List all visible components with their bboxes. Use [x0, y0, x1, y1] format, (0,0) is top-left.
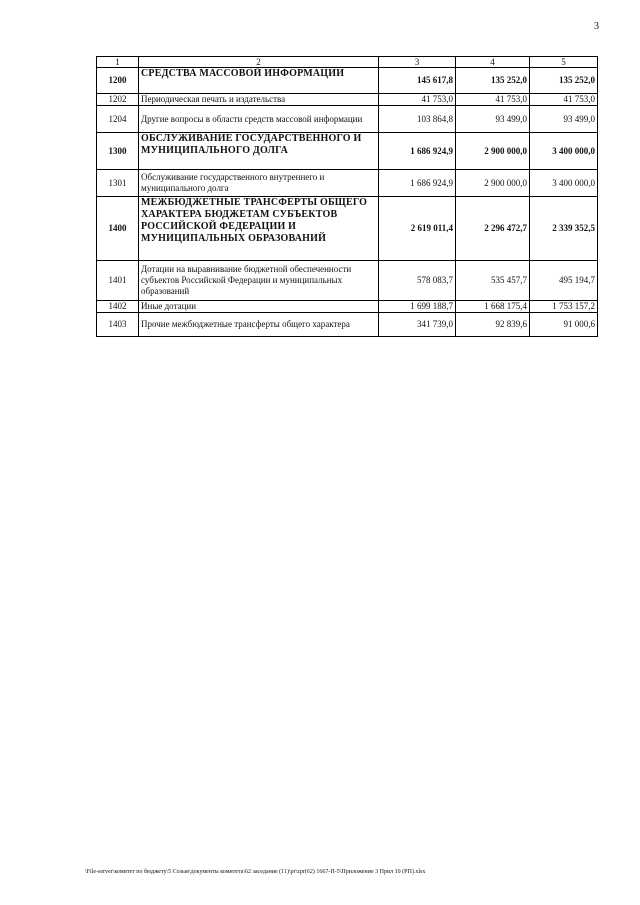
row-code: 1402 [97, 301, 139, 313]
row-value-col4: 92 839,6 [456, 313, 530, 337]
row-name: Другие вопросы в области средств массовой информации [139, 106, 379, 133]
row-value-col4: 1 668 175,4 [456, 301, 530, 313]
header-cell-5: 5 [530, 57, 598, 68]
header-cell-1: 1 [97, 57, 139, 68]
table-row [97, 94, 598, 106]
header-cell-2: 2 [139, 57, 379, 68]
row-code: 1204 [97, 106, 139, 133]
row-value-col3: 41 753,0 [379, 94, 456, 106]
row-value-col3: 1 686 924,9 [379, 133, 456, 170]
row-value-col5: 3 400 000,0 [530, 133, 598, 170]
row-code: 1400 [97, 197, 139, 261]
row-value-col5: 1 753 157,2 [530, 301, 598, 313]
row-value-col5: 41 753,0 [530, 94, 598, 106]
page-number: 3 [594, 21, 599, 32]
row-value-col4: 2 296 472,7 [456, 197, 530, 261]
table-row [97, 133, 598, 170]
row-name: Периодическая печать и издательства [139, 94, 379, 106]
row-code: 1401 [97, 261, 139, 301]
file-path-footer: \File-server\комитет по бюджету\5 Созыв\документы комитета\62 заседание (11)\pr\zpr(62) 1667-П-5\Приложение 3 Прил 10 (РП).xlsx [85, 869, 426, 875]
row-code: 1202 [97, 94, 139, 106]
table-row [97, 170, 598, 197]
row-name: Обслуживание государственного внутреннего и муниципального долга [139, 170, 379, 197]
row-value-col4: 2 900 000,0 [456, 133, 530, 170]
row-value-col4: 93 499,0 [456, 106, 530, 133]
row-value-col5: 3 400 000,0 [530, 170, 598, 197]
table-row [97, 313, 598, 337]
row-value-col4: 41 753,0 [456, 94, 530, 106]
table-header-row [97, 57, 598, 68]
table-row [97, 197, 598, 261]
row-value-col5: 2 339 352,5 [530, 197, 598, 261]
row-value-col5: 135 252,0 [530, 68, 598, 94]
row-value-col5: 91 000,6 [530, 313, 598, 337]
header-cell-3: 3 [379, 57, 456, 68]
row-name: СРЕДСТВА МАССОВОЙ ИНФОРМАЦИИ [139, 68, 379, 94]
row-name: Дотации на выравнивание бюджетной обеспеченности субъектов Российской Федерации и муниципальных образований [139, 261, 379, 301]
row-value-col3: 2 619 011,4 [379, 197, 456, 261]
row-value-col3: 341 739,0 [379, 313, 456, 337]
table-row [97, 301, 598, 313]
row-name: Иные дотации [139, 301, 379, 313]
budget-table [96, 56, 598, 337]
header-cell-4: 4 [456, 57, 530, 68]
row-value-col3: 1 699 188,7 [379, 301, 456, 313]
row-value-col4: 2 900 000,0 [456, 170, 530, 197]
row-value-col3: 1 686 924,9 [379, 170, 456, 197]
row-value-col3: 578 083,7 [379, 261, 456, 301]
row-code: 1403 [97, 313, 139, 337]
row-value-col5: 495 194,7 [530, 261, 598, 301]
row-name: ОБСЛУЖИВАНИЕ ГОСУДАРСТВЕННОГО И МУНИЦИПАЛЬНОГО ДОЛГА [139, 133, 379, 170]
row-value-col5: 93 499,0 [530, 106, 598, 133]
row-value-col3: 145 617,8 [379, 68, 456, 94]
row-code: 1301 [97, 170, 139, 197]
table-row [97, 261, 598, 301]
row-name: МЕЖБЮДЖЕТНЫЕ ТРАНСФЕРТЫ ОБЩЕГО ХАРАКТЕРА БЮДЖЕТАМ СУБЪЕКТОВ РОССИЙСКОЙ ФЕДЕРАЦИИ И МУНИЦИПАЛЬНЫХ ОБРАЗОВАНИЙ [139, 197, 379, 261]
row-value-col4: 535 457,7 [456, 261, 530, 301]
row-code: 1300 [97, 133, 139, 170]
table-row [97, 68, 598, 94]
table-row [97, 106, 598, 133]
row-name: Прочие межбюджетные трансферты общего характера [139, 313, 379, 337]
row-value-col3: 103 864,8 [379, 106, 456, 133]
row-code: 1200 [97, 68, 139, 94]
row-value-col4: 135 252,0 [456, 68, 530, 94]
